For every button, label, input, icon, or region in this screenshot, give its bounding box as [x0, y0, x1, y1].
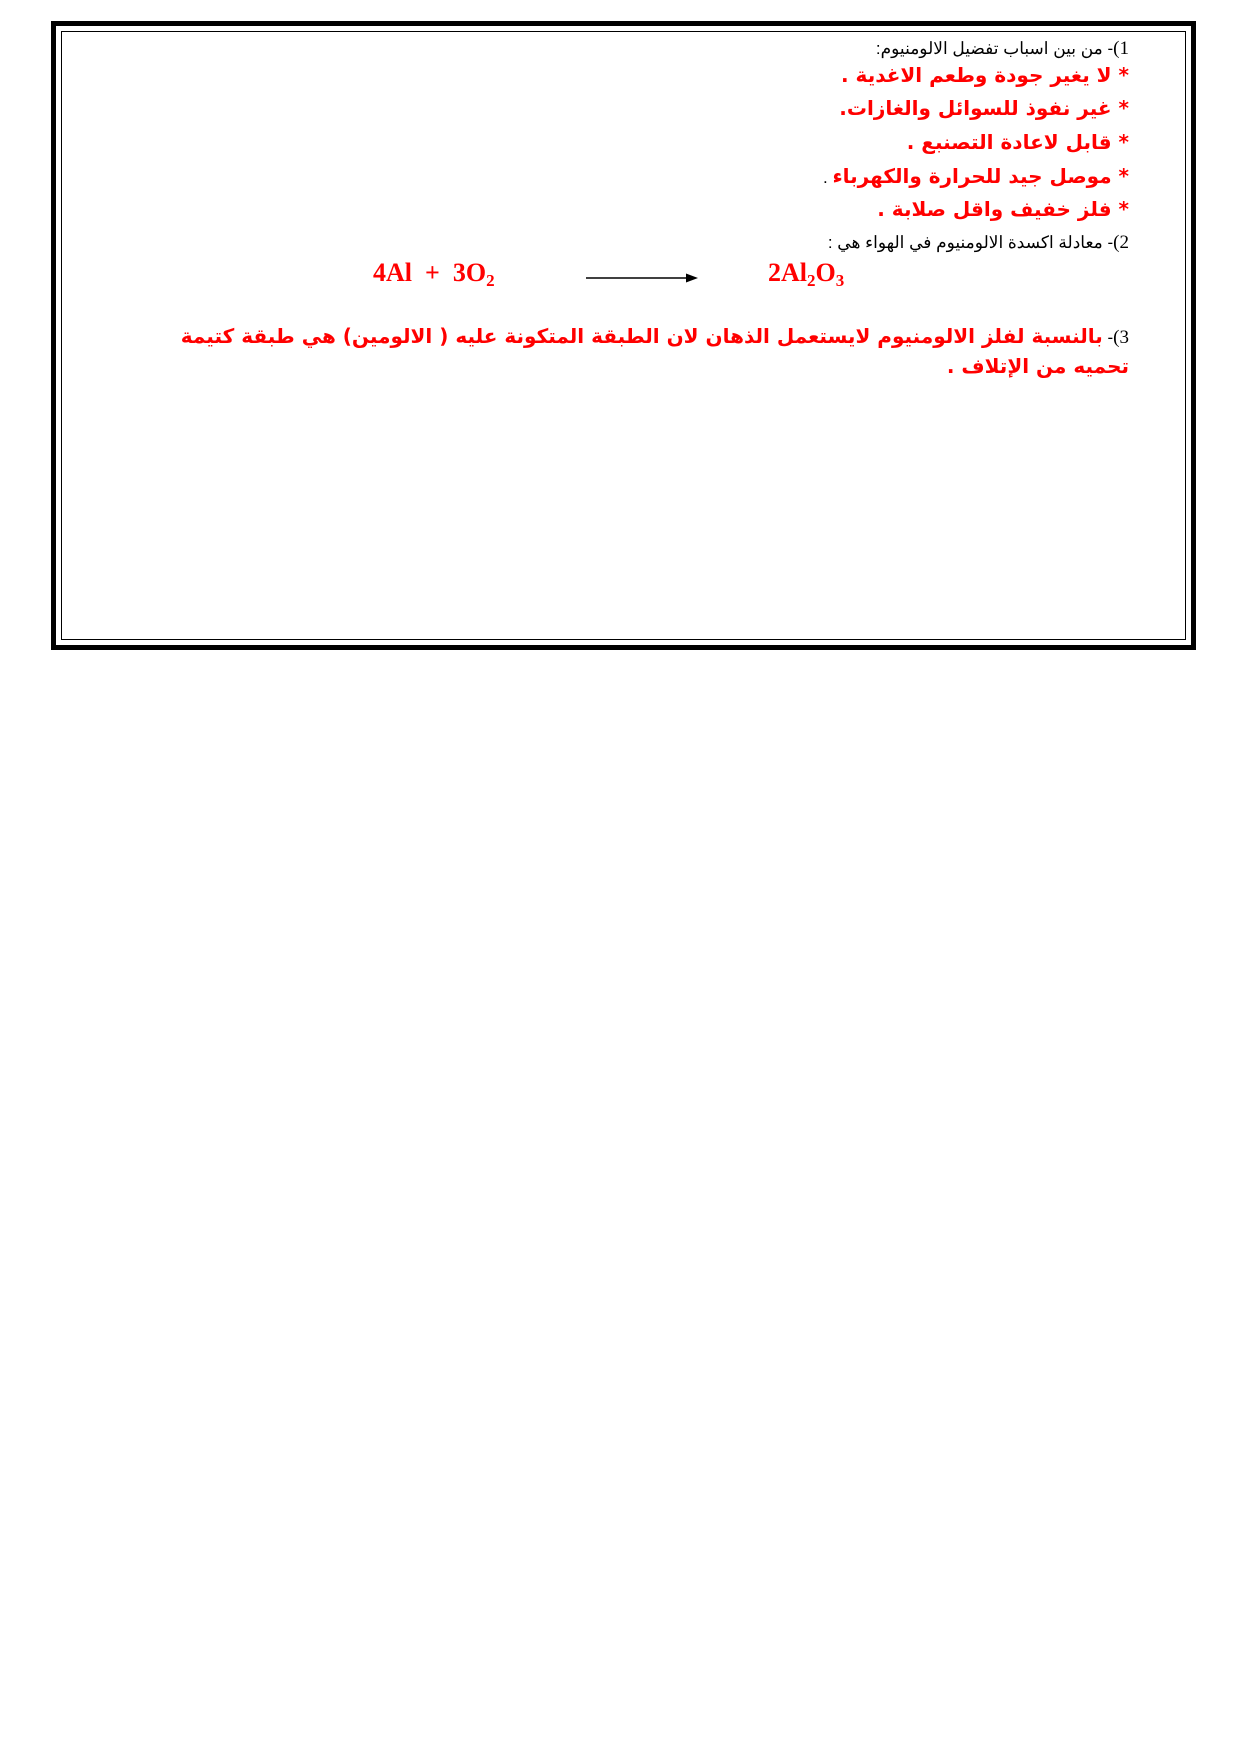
question-3-dash: - — [1102, 328, 1114, 347]
reaction-arrow-icon — [586, 272, 698, 284]
question-1-answer-4 — [823, 164, 1129, 188]
question-1-answer-4-tail: . — [822, 168, 833, 187]
equation-plus: + — [425, 258, 440, 287]
equation-reactant-2: 3O — [452, 258, 487, 287]
question-2-label: - معادلة اكسدة الالومنيوم في الهواء هي : — [827, 233, 1114, 252]
question-3-answer: بالنسبة لفلز الالومنيوم لايستعمل الذهان لان الطبقة المتكونة عليه ( الالومين) هي طبقة كتيمة تحميه من الإتلاف . — [180, 324, 1129, 378]
equation-product-al-subscript: 2 — [807, 271, 816, 290]
equation-product-o: O — [815, 258, 836, 287]
oxidation-equation — [0, 258, 1240, 298]
question-1-answer-3: * قابل لاعادة التصنبع . — [906, 130, 1129, 154]
question-1-label: - من بين اسباب تفضيل الالومنيوم: — [875, 39, 1114, 58]
question-3-number: 3) — [1113, 327, 1129, 348]
question-1-answer-2: * غير نفوذ للسوائل والغازات. — [839, 96, 1129, 120]
question-1-heading — [876, 38, 1129, 60]
question-1-number: 1) — [1113, 38, 1129, 59]
equation-reactants — [373, 258, 495, 288]
question-1-answer-1: * لا يغير جودة وطعم الاغدية . — [841, 63, 1129, 87]
equation-reactant-1: 4Al — [373, 258, 412, 287]
question-1-answer-4-text: * موصل جيد للحرارة والكهرباء — [832, 164, 1129, 188]
question-2-number: 2) — [1113, 232, 1129, 253]
question-3 — [139, 322, 1129, 382]
equation-product-al: 2Al — [768, 258, 807, 287]
equation-product-o-subscript: 3 — [835, 271, 845, 290]
question-1-answer-5: * فلز خفيف واقل صلابة . — [877, 197, 1129, 221]
question-2-heading — [828, 232, 1129, 254]
equation-product — [768, 258, 844, 288]
equation-reactant-2-subscript: 2 — [486, 271, 495, 290]
